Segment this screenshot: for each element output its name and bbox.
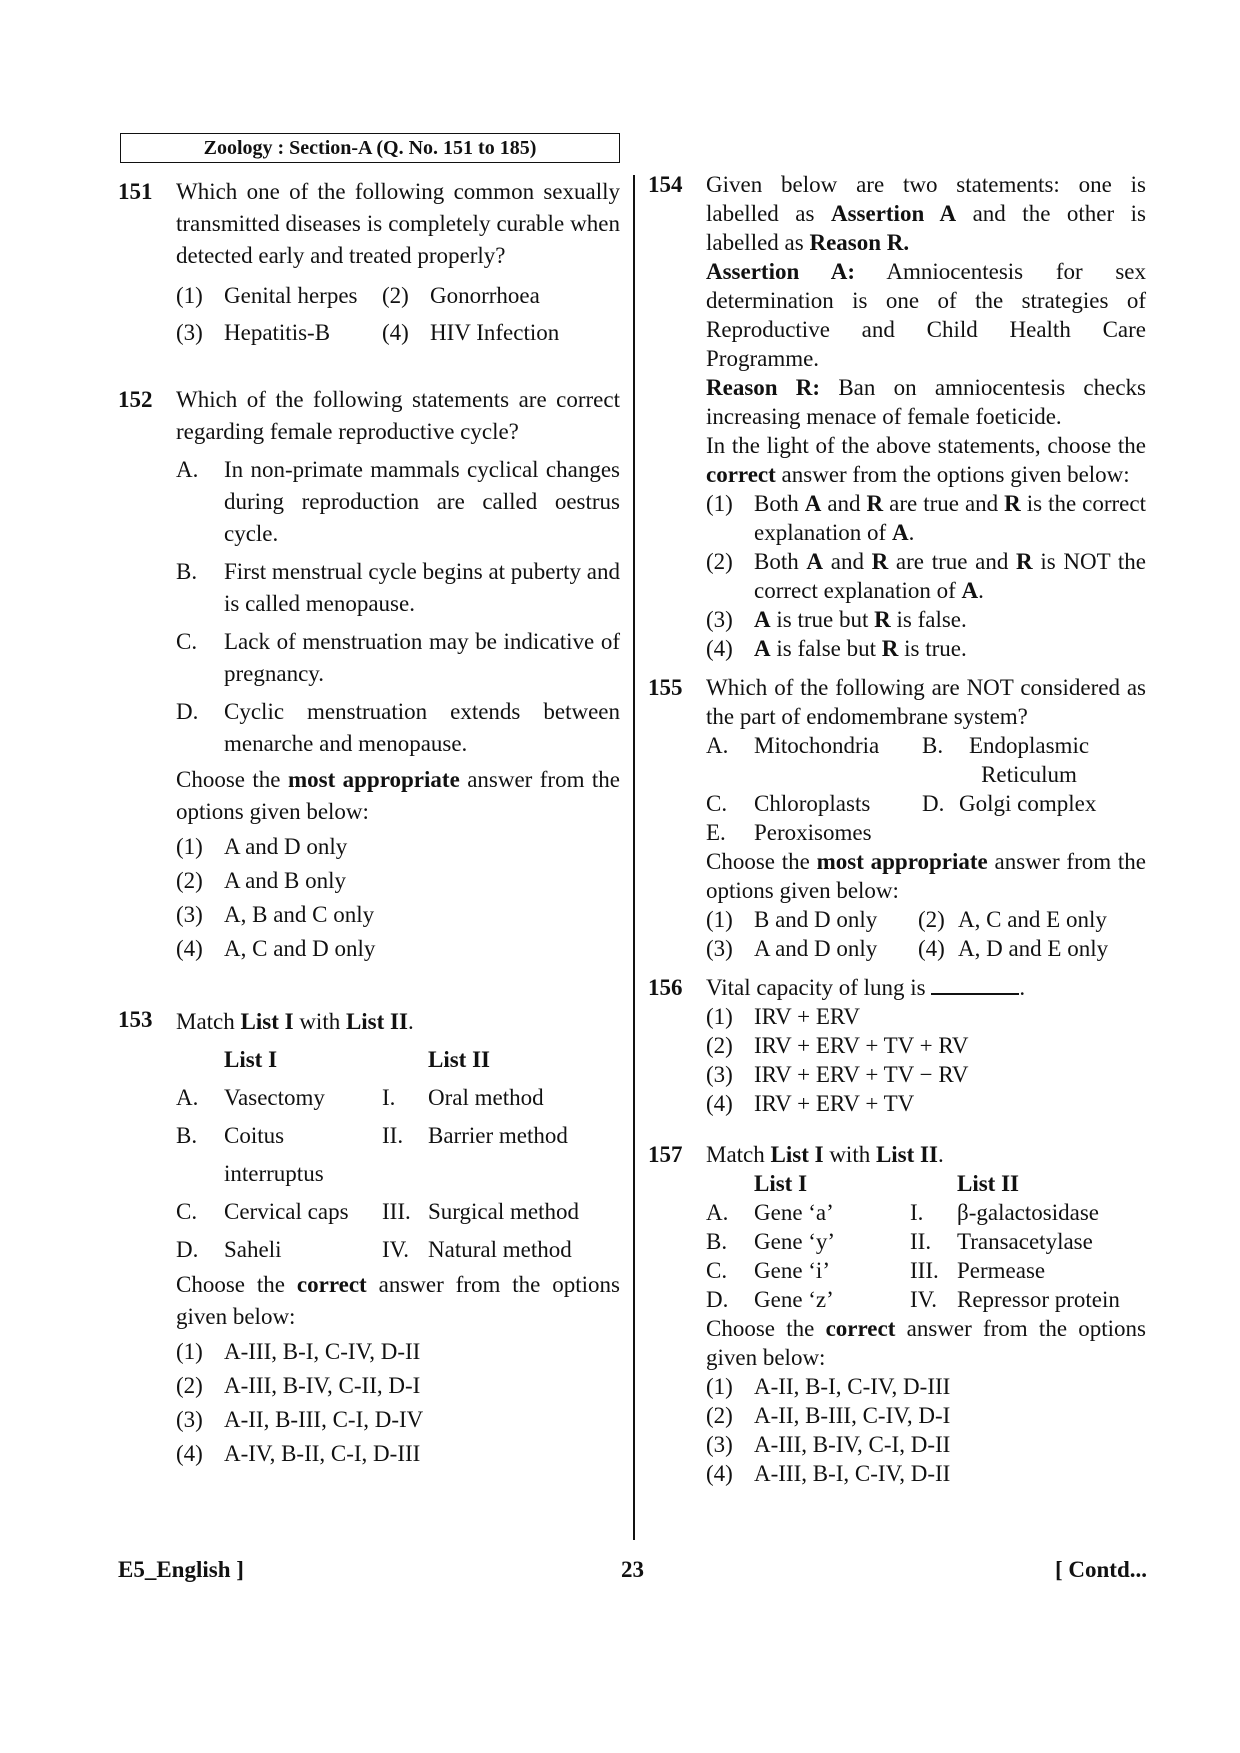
option-4[interactable]: (4) A, C and D only [176, 936, 376, 961]
choose-instruction: Choose the correct answer from the options given below: [706, 1316, 1146, 1370]
question-intro: Given below are two statements: one is labelled as Assertion A and the other is labelled as Reason R. [706, 172, 1146, 255]
option-2[interactable]: (2) A-III, B-IV, C-II, D-I [176, 1373, 421, 1398]
question-156 [648, 973, 1146, 1118]
option-2[interactable]: (2) A, C and E only [918, 907, 1107, 932]
question-text: Which one of the following common sexually transmitted diseases is completely curable when detected early and treated properly? [176, 179, 620, 268]
option-1[interactable]: (1) A-III, B-I, C-IV, D-II [176, 1339, 421, 1364]
match-table: List I List II A. Gene ‘a’ I. β-galactosidase B. Gene ‘y’ II. Transacetylase C. Gene ‘i’ III. Permease D. Gene ‘z’ IV. Repressor protein [706, 1169, 1146, 1314]
question-155 [648, 673, 1146, 963]
statement-a: A. In non-primate mammals cyclical changes during reproduction are called oestrus cycle. [176, 457, 620, 546]
option-4[interactable]: (4) A is false but R is true. [706, 636, 967, 661]
list1-header: List I [754, 1171, 808, 1196]
option-3[interactable]: (3) A is true but R is false. [706, 607, 967, 632]
option-2[interactable]: (2) Gonorrhoea [382, 283, 540, 308]
option-2[interactable]: (2) A-II, B-III, C-IV, D-I [706, 1403, 951, 1428]
answer-blank [931, 975, 1019, 995]
option-1[interactable]: (1) B and D only [706, 907, 878, 932]
section-header: Zoology : Section-A (Q. No. 151 to 185) [120, 133, 620, 163]
footer-booklet-code: E5_English ] [118, 1557, 244, 1582]
choose-instruction: Choose the most appropriate answer from the options given below: [176, 767, 620, 824]
question-text: Match List I with List II. [176, 1009, 414, 1034]
option-1[interactable]: (1) A and D only [176, 834, 348, 859]
option-4[interactable]: (4) A-IV, B-II, C-I, D-III [176, 1441, 421, 1466]
option-4[interactable]: (4) IRV + ERV + TV [706, 1091, 915, 1116]
question-number: 156 [648, 975, 683, 1000]
question-153 [118, 1004, 620, 1471]
statement-c: C. Lack of menstruation may be indicative of pregnancy. [176, 629, 620, 686]
question-number: 154 [648, 172, 683, 197]
question-157 [648, 1140, 1146, 1488]
match-table: List I List II A. Vasectomy I. Oral method B. Coitus interruptus II. Barrier method C. Cervical caps III. Surgical method D. Saheli IV. Natural method [176, 1041, 620, 1269]
option-1[interactable]: (1) IRV + ERV [706, 1004, 860, 1029]
item-e: E. Peroxisomes [706, 820, 872, 845]
column-divider [633, 175, 635, 1540]
option-3[interactable]: (3) A, B and C only [176, 902, 375, 927]
reason-statement: Reason R: Ban on amniocentesis checks increasing menace of female foeticide. [706, 375, 1146, 429]
list1-header: List I [224, 1047, 278, 1072]
question-152 [118, 384, 620, 966]
question-text: Which of the following are NOT considered as the part of endomembrane system? [706, 675, 1146, 729]
option-1[interactable]: (1) A-II, B-I, C-IV, D-III [706, 1374, 951, 1399]
question-154 [648, 170, 1146, 663]
option-2[interactable]: (2) Both A and R are true and R is NOT the correct explanation of A. [706, 549, 1146, 603]
option-1[interactable]: (1) Both A and R are true and R is the correct explanation of A. [706, 491, 1146, 545]
question-number: 152 [118, 387, 153, 412]
question-text: Match List I with List II. [706, 1142, 944, 1167]
choose-instruction: Choose the most appropriate answer from the options given below: [706, 849, 1146, 903]
option-1[interactable]: (1) Genital herpes [176, 283, 358, 308]
item-c: C. Chloroplasts [706, 791, 871, 816]
option-3[interactable]: (3) Hepatitis-B [176, 320, 331, 345]
statement-d: D. Cyclic menstruation extends between menarche and menopause. [176, 699, 620, 756]
option-2[interactable]: (2) A and B only [176, 868, 347, 893]
item-a: A. Mitochondria [706, 733, 880, 758]
question-number: 155 [648, 675, 683, 700]
statement-b: B. First menstrual cycle begins at puberty and is called menopause. [176, 559, 621, 616]
question-text: Which of the following statements are correct regarding female reproductive cycle? [176, 387, 620, 444]
list2-header: List II [957, 1171, 1019, 1196]
item-b: B. Endoplasmic Reticulum [922, 733, 1090, 787]
option-3[interactable]: (3) A-II, B-III, C-I, D-IV [176, 1407, 424, 1432]
question-number: 157 [648, 1142, 683, 1167]
choose-instruction: In the light of the above statements, choose the correct answer from the options given below: [706, 433, 1146, 487]
assertion-statement: Assertion A: Amniocentesis for sex determination is one of the strategies of Reproductive and Child Health Care Programme. [706, 259, 1146, 371]
left-column [118, 172, 620, 1471]
footer-page-number: 23 [621, 1557, 644, 1582]
question-151 [118, 176, 620, 351]
option-3[interactable]: (3) IRV + ERV + TV − RV [706, 1062, 969, 1087]
item-d: D. Golgi complex [922, 791, 1097, 816]
question-number: 151 [118, 179, 153, 204]
option-4[interactable]: (4) A-III, B-I, C-IV, D-II [706, 1461, 951, 1486]
right-column [648, 170, 1146, 1488]
list2-header: List II [428, 1047, 490, 1072]
option-4[interactable]: (4) A, D and E only [918, 936, 1109, 961]
choose-instruction: Choose the correct answer from the options given below: [176, 1272, 620, 1329]
footer-continued: [ Contd... [1054, 1557, 1147, 1582]
option-3[interactable]: (3) A-III, B-IV, C-I, D-II [706, 1432, 951, 1457]
option-3[interactable]: (3) A and D only [706, 936, 878, 961]
question-number: 153 [118, 1007, 153, 1032]
option-4[interactable]: (4) HIV Infection [382, 320, 560, 345]
question-text: Vital capacity of lung is . [706, 975, 1026, 1000]
option-2[interactable]: (2) IRV + ERV + TV + RV [706, 1033, 969, 1058]
